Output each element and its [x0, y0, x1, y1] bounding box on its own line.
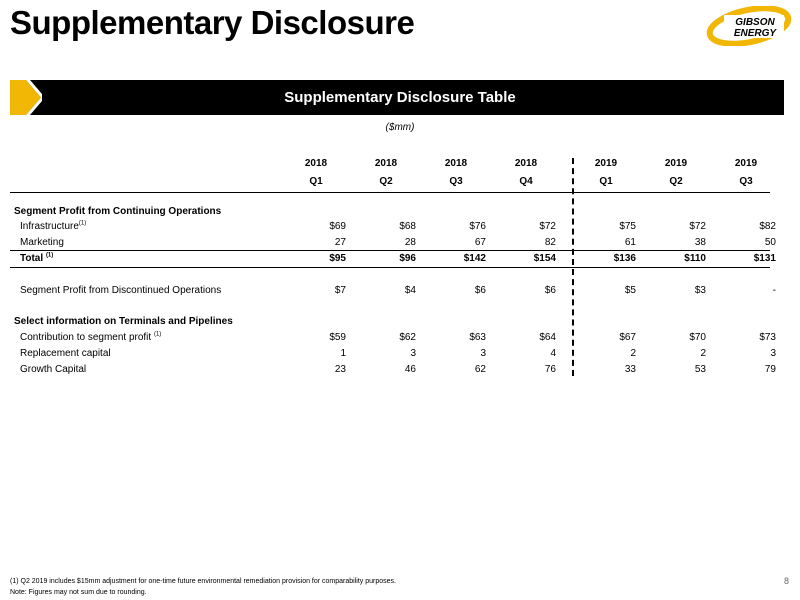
footnote-note: Note: Figures may not sum due to rounding. — [10, 589, 147, 596]
total-cell-3: $154 — [533, 253, 556, 264]
growth-cell-4: 33 — [624, 364, 636, 375]
contribution-cell-5: $70 — [689, 332, 706, 343]
contribution-cell-1: $62 — [399, 332, 416, 343]
replacement-cell-5: 2 — [700, 348, 706, 359]
marketing-cell-2: 67 — [474, 237, 486, 248]
growth-cell-5: 53 — [694, 364, 706, 375]
total-cell-2: $142 — [463, 253, 486, 264]
replacement-cell-1: 3 — [410, 348, 416, 359]
marketing-label: Marketing — [20, 237, 64, 248]
col-quarter-6: Q3 — [739, 176, 753, 187]
col-quarter-4: Q1 — [599, 176, 613, 187]
header-rule — [10, 192, 770, 193]
contribution-cell-4: $67 — [619, 332, 636, 343]
col-quarter-5: Q2 — [669, 176, 683, 187]
contribution-label: Contribution to segment profit $^{(1)}$ — [20, 331, 162, 343]
discontinued-cell-4: $5 — [624, 285, 636, 296]
replacement-capital-label: Replacement capital — [20, 348, 111, 359]
total-bottom-rule — [10, 267, 770, 268]
col-year-1: 2018 — [374, 158, 398, 169]
col-quarter-0: Q1 — [309, 176, 323, 187]
col-year-6: 2019 — [734, 158, 758, 169]
total-cell-5: $110 — [684, 253, 706, 264]
replacement-cell-4: 2 — [630, 348, 636, 359]
contribution-cell-2: $63 — [469, 332, 486, 343]
page-number: 8 — [783, 576, 789, 586]
discontinued-cell-1: $4 — [404, 285, 416, 296]
logo-line1: GIBSON — [735, 17, 775, 28]
col-quarter-2: Q3 — [449, 176, 463, 187]
growth-cell-3: 76 — [544, 364, 556, 375]
col-year-3: 2018 — [514, 158, 538, 169]
growth-cell-1: 46 — [404, 364, 416, 375]
infrastructure-cell-2: $76 — [469, 221, 486, 232]
discontinued-cell-3: $6 — [544, 285, 556, 296]
infrastructure-cell-1: $68 — [399, 221, 416, 232]
col-quarter-3: Q4 — [519, 176, 533, 187]
marketing-cell-5: 38 — [694, 237, 706, 248]
gibson-energy-logo — [706, 6, 792, 46]
col-year-4: 2019 — [594, 158, 618, 169]
page-title: Supplementary Disclosure — [10, 4, 415, 41]
infrastructure-cell-4: $75 — [619, 221, 636, 232]
marketing-cell-3: 82 — [544, 237, 556, 248]
segment-profit-header: Segment Profit from Continuing Operations — [14, 206, 222, 217]
total-top-rule — [10, 250, 770, 251]
footnote-1: (1) Q2 2019 includes $15mm adjustment for one-time future environmental remediation provision for comparability purposes. — [10, 578, 396, 585]
col-year-5: 2019 — [664, 158, 688, 169]
infrastructure-cell-3: $72 — [539, 221, 556, 232]
contribution-cell-3: $64 — [539, 332, 556, 343]
discontinued-cell-5: $3 — [694, 285, 706, 296]
marketing-cell-0: 27 — [334, 237, 346, 248]
replacement-cell-2: 3 — [480, 348, 486, 359]
infrastructure-cell-6: $82 — [759, 221, 776, 232]
total-cell-4: $136 — [613, 253, 636, 264]
terminals-header: Select information on Terminals and Pipelines — [14, 316, 233, 327]
infrastructure-label: Infrastructure$^{(1)}$ — [20, 220, 87, 232]
col-year-0: 2018 — [304, 158, 328, 169]
total-cell-6: $131 — [753, 253, 776, 264]
marketing-cell-4: 61 — [624, 237, 636, 248]
discontinued-cell-6: - — [772, 285, 776, 296]
replacement-cell-6: 3 — [770, 348, 776, 359]
infrastructure-cell-5: $72 — [689, 221, 706, 232]
contribution-cell-0: $59 — [329, 332, 346, 343]
total-cell-1: $96 — [399, 253, 416, 264]
units-label: ($mm) — [385, 122, 415, 133]
col-quarter-1: Q2 — [379, 176, 393, 187]
discontinued-cell-0: $7 — [334, 285, 346, 296]
col-year-2: 2018 — [444, 158, 468, 169]
replacement-cell-3: 4 — [550, 348, 556, 359]
contribution-cell-6: $73 — [759, 332, 776, 343]
logo-line2: ENERGY — [733, 28, 777, 39]
growth-cell-6: 79 — [764, 364, 776, 375]
discontinued-label: Segment Profit from Discontinued Operations — [20, 285, 222, 296]
table-title: Supplementary Disclosure Table — [284, 89, 516, 106]
growth-capital-label: Growth Capital — [20, 364, 87, 375]
marketing-cell-1: 28 — [404, 237, 416, 248]
replacement-cell-0: 1 — [340, 348, 346, 359]
total-label: Total $^{(1)}$ — [20, 252, 54, 264]
discontinued-cell-2: $6 — [474, 285, 486, 296]
growth-cell-2: 62 — [474, 364, 486, 375]
marketing-cell-6: 50 — [764, 237, 776, 248]
total-cell-0: $95 — [329, 253, 346, 264]
infrastructure-cell-0: $69 — [329, 221, 346, 232]
growth-cell-0: 23 — [334, 364, 346, 375]
